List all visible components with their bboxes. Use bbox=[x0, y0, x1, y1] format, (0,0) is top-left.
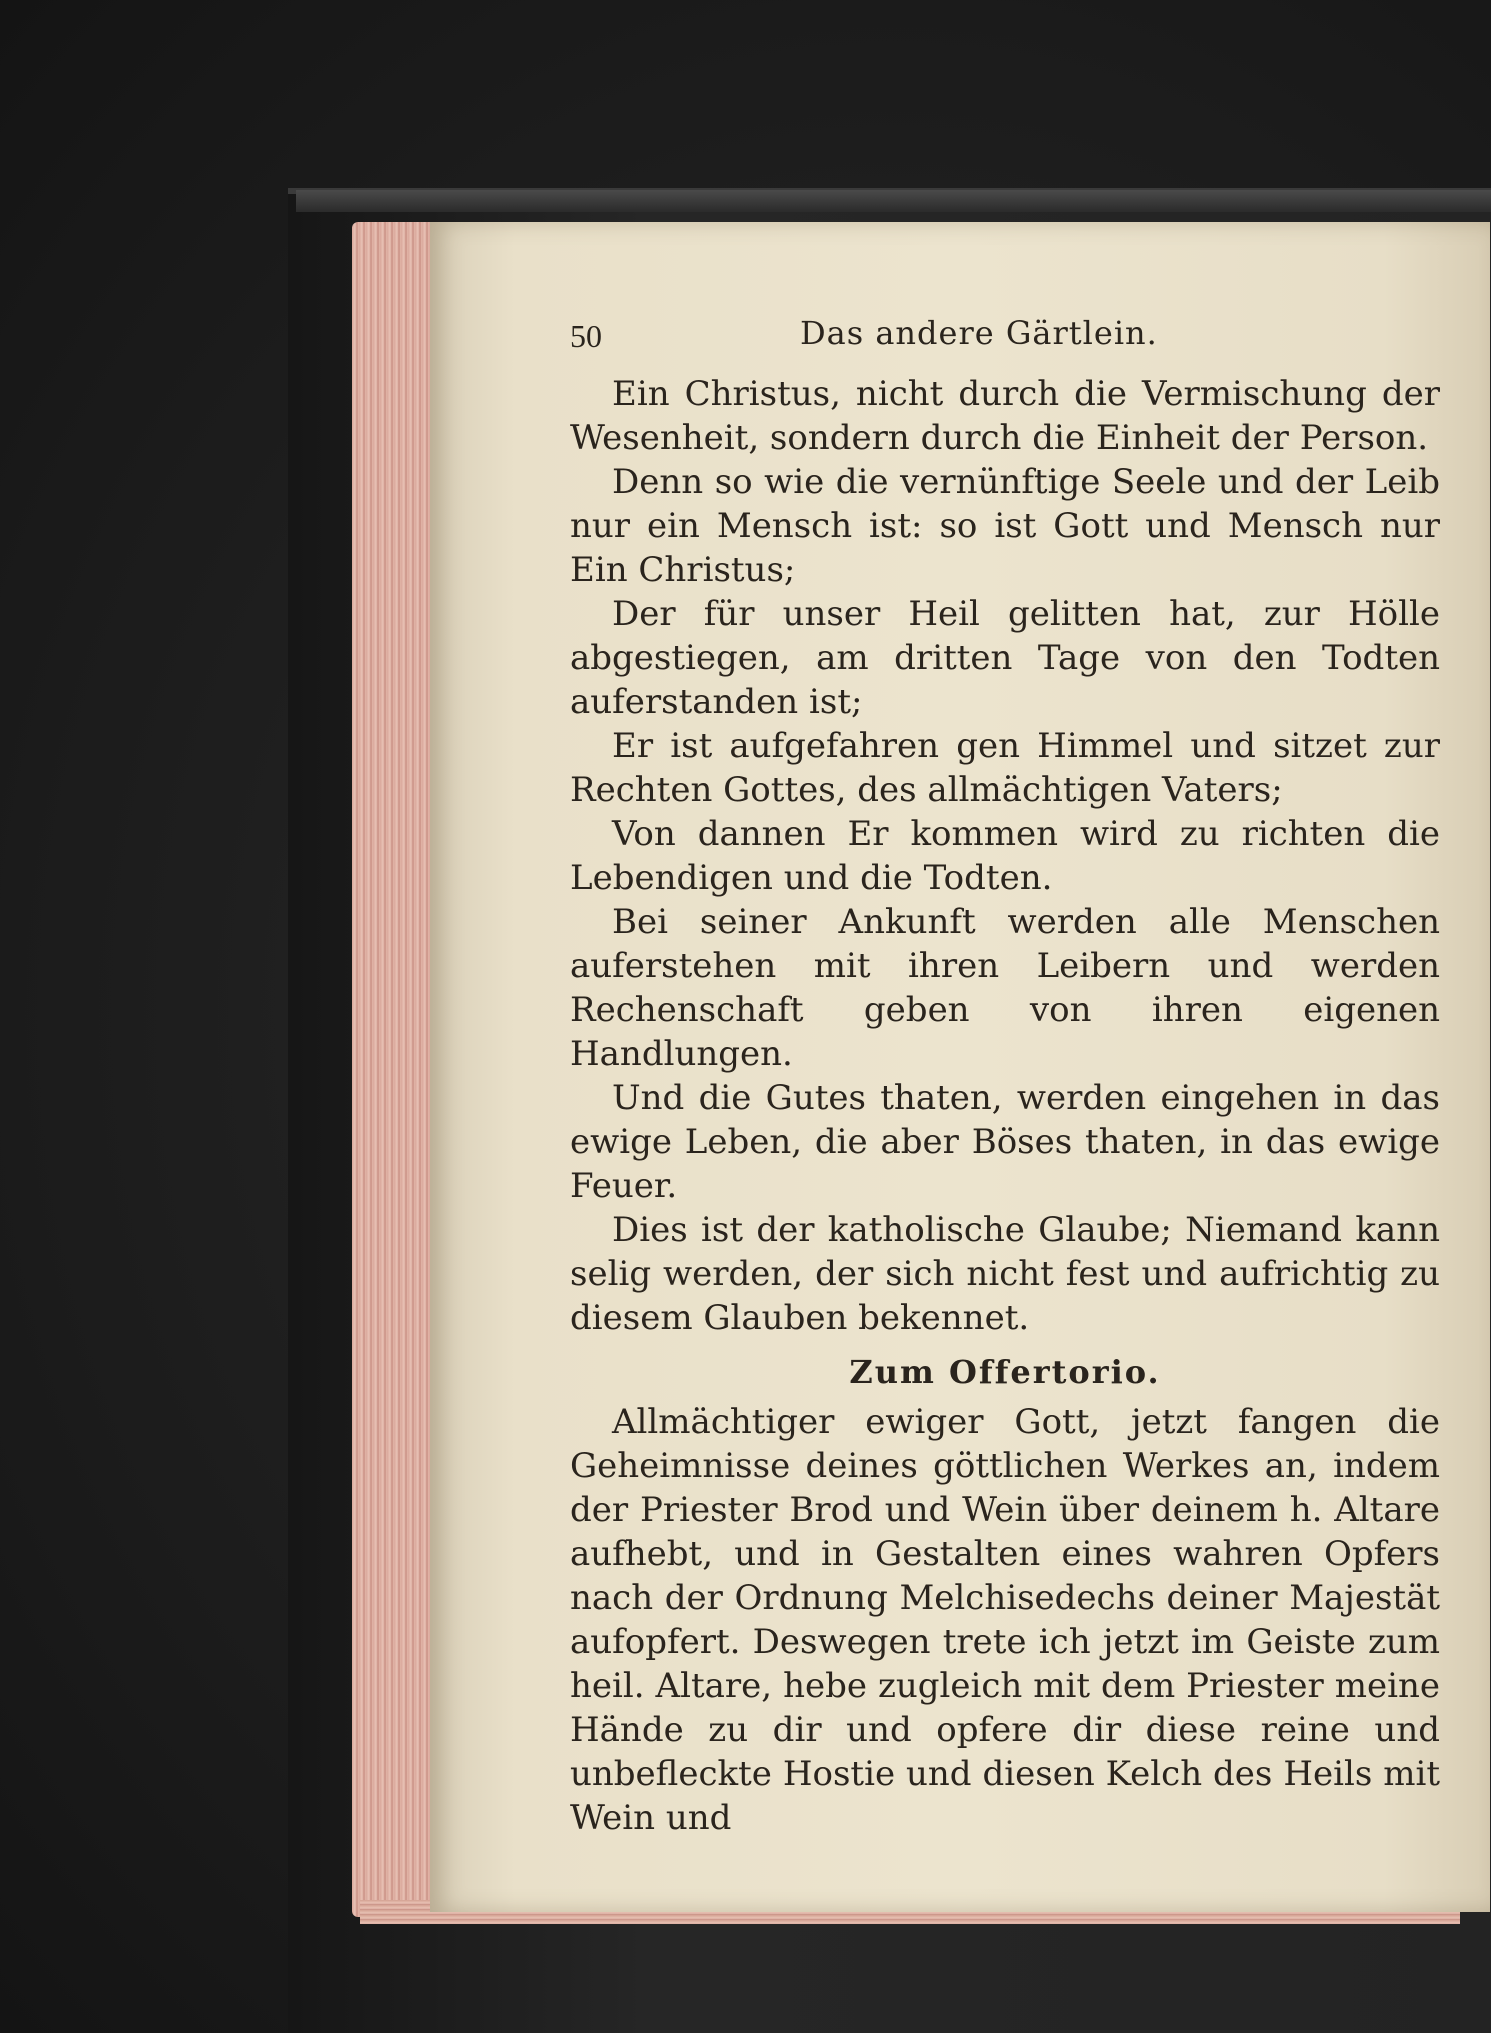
paragraph: Er ist aufgefahren gen Himmel und sitzet zur Rechten Gottes, des allmächtigen Vaters; bbox=[570, 726, 1440, 810]
page-text-block bbox=[570, 310, 1440, 1840]
paragraph: Denn so wie die vernünftige Seele und der Leib nur ein Mensch ist: so ist Gott und Mensch nur Ein Christus; bbox=[570, 462, 1440, 590]
section-heading: Zum Offertorio. bbox=[849, 1353, 1161, 1391]
paragraph: Von dannen Er kommen wird zu richten die Lebendigen und die Todten. bbox=[570, 814, 1440, 898]
paragraph: Allmächtiger ewiger Gott, jetzt fangen die Geheimnisse deines göttlichen Werkes an, indem der Priester Brod und Wein über deinem h. Altare aufhebt, und in Gestalten eines wahren Opfers nach der Ordnung Melchisedechs deiner Majestät aufopfert. Deswegen trete ich jetzt im Geiste zum heil. Altare, hebe zugleich mit dem Priester meine Hände zu dir und opfere dir diese reine und unbefleckte Hostie und diesen Kelch des Heils mit Wein und bbox=[570, 1402, 1440, 1838]
page-edges bbox=[352, 222, 442, 1917]
paragraph: Und die Gutes thaten, werden eingehen in das ewige Leben, die aber Böses thaten, in das ewige Feuer. bbox=[570, 1078, 1440, 1206]
paragraph: Ein Christus, nicht durch die Vermischung der Wesenheit, sondern durch die Einheit der Person. bbox=[570, 374, 1440, 458]
cover-top-edge bbox=[296, 190, 1491, 212]
paragraph: Der für unser Heil gelitten hat, zur Hölle abgestiegen, am dritten Tage von den Todten auferstanden ist; bbox=[570, 594, 1440, 722]
running-title: Das andere Gärtlein. bbox=[800, 314, 1158, 352]
paragraph: Dies ist der katholische Glaube; Niemand kann selig werden, der sich nicht fest und aufrichtig zu diesem Glauben bekennet. bbox=[570, 1210, 1440, 1338]
paragraph: Bei seiner Ankunft werden alle Menschen auferstehen mit ihren Leibern und werden Rechenschaft geben von ihren eigenen Handlungen. bbox=[570, 902, 1440, 1074]
page-number: 50 bbox=[570, 318, 602, 354]
running-head bbox=[570, 310, 1440, 366]
